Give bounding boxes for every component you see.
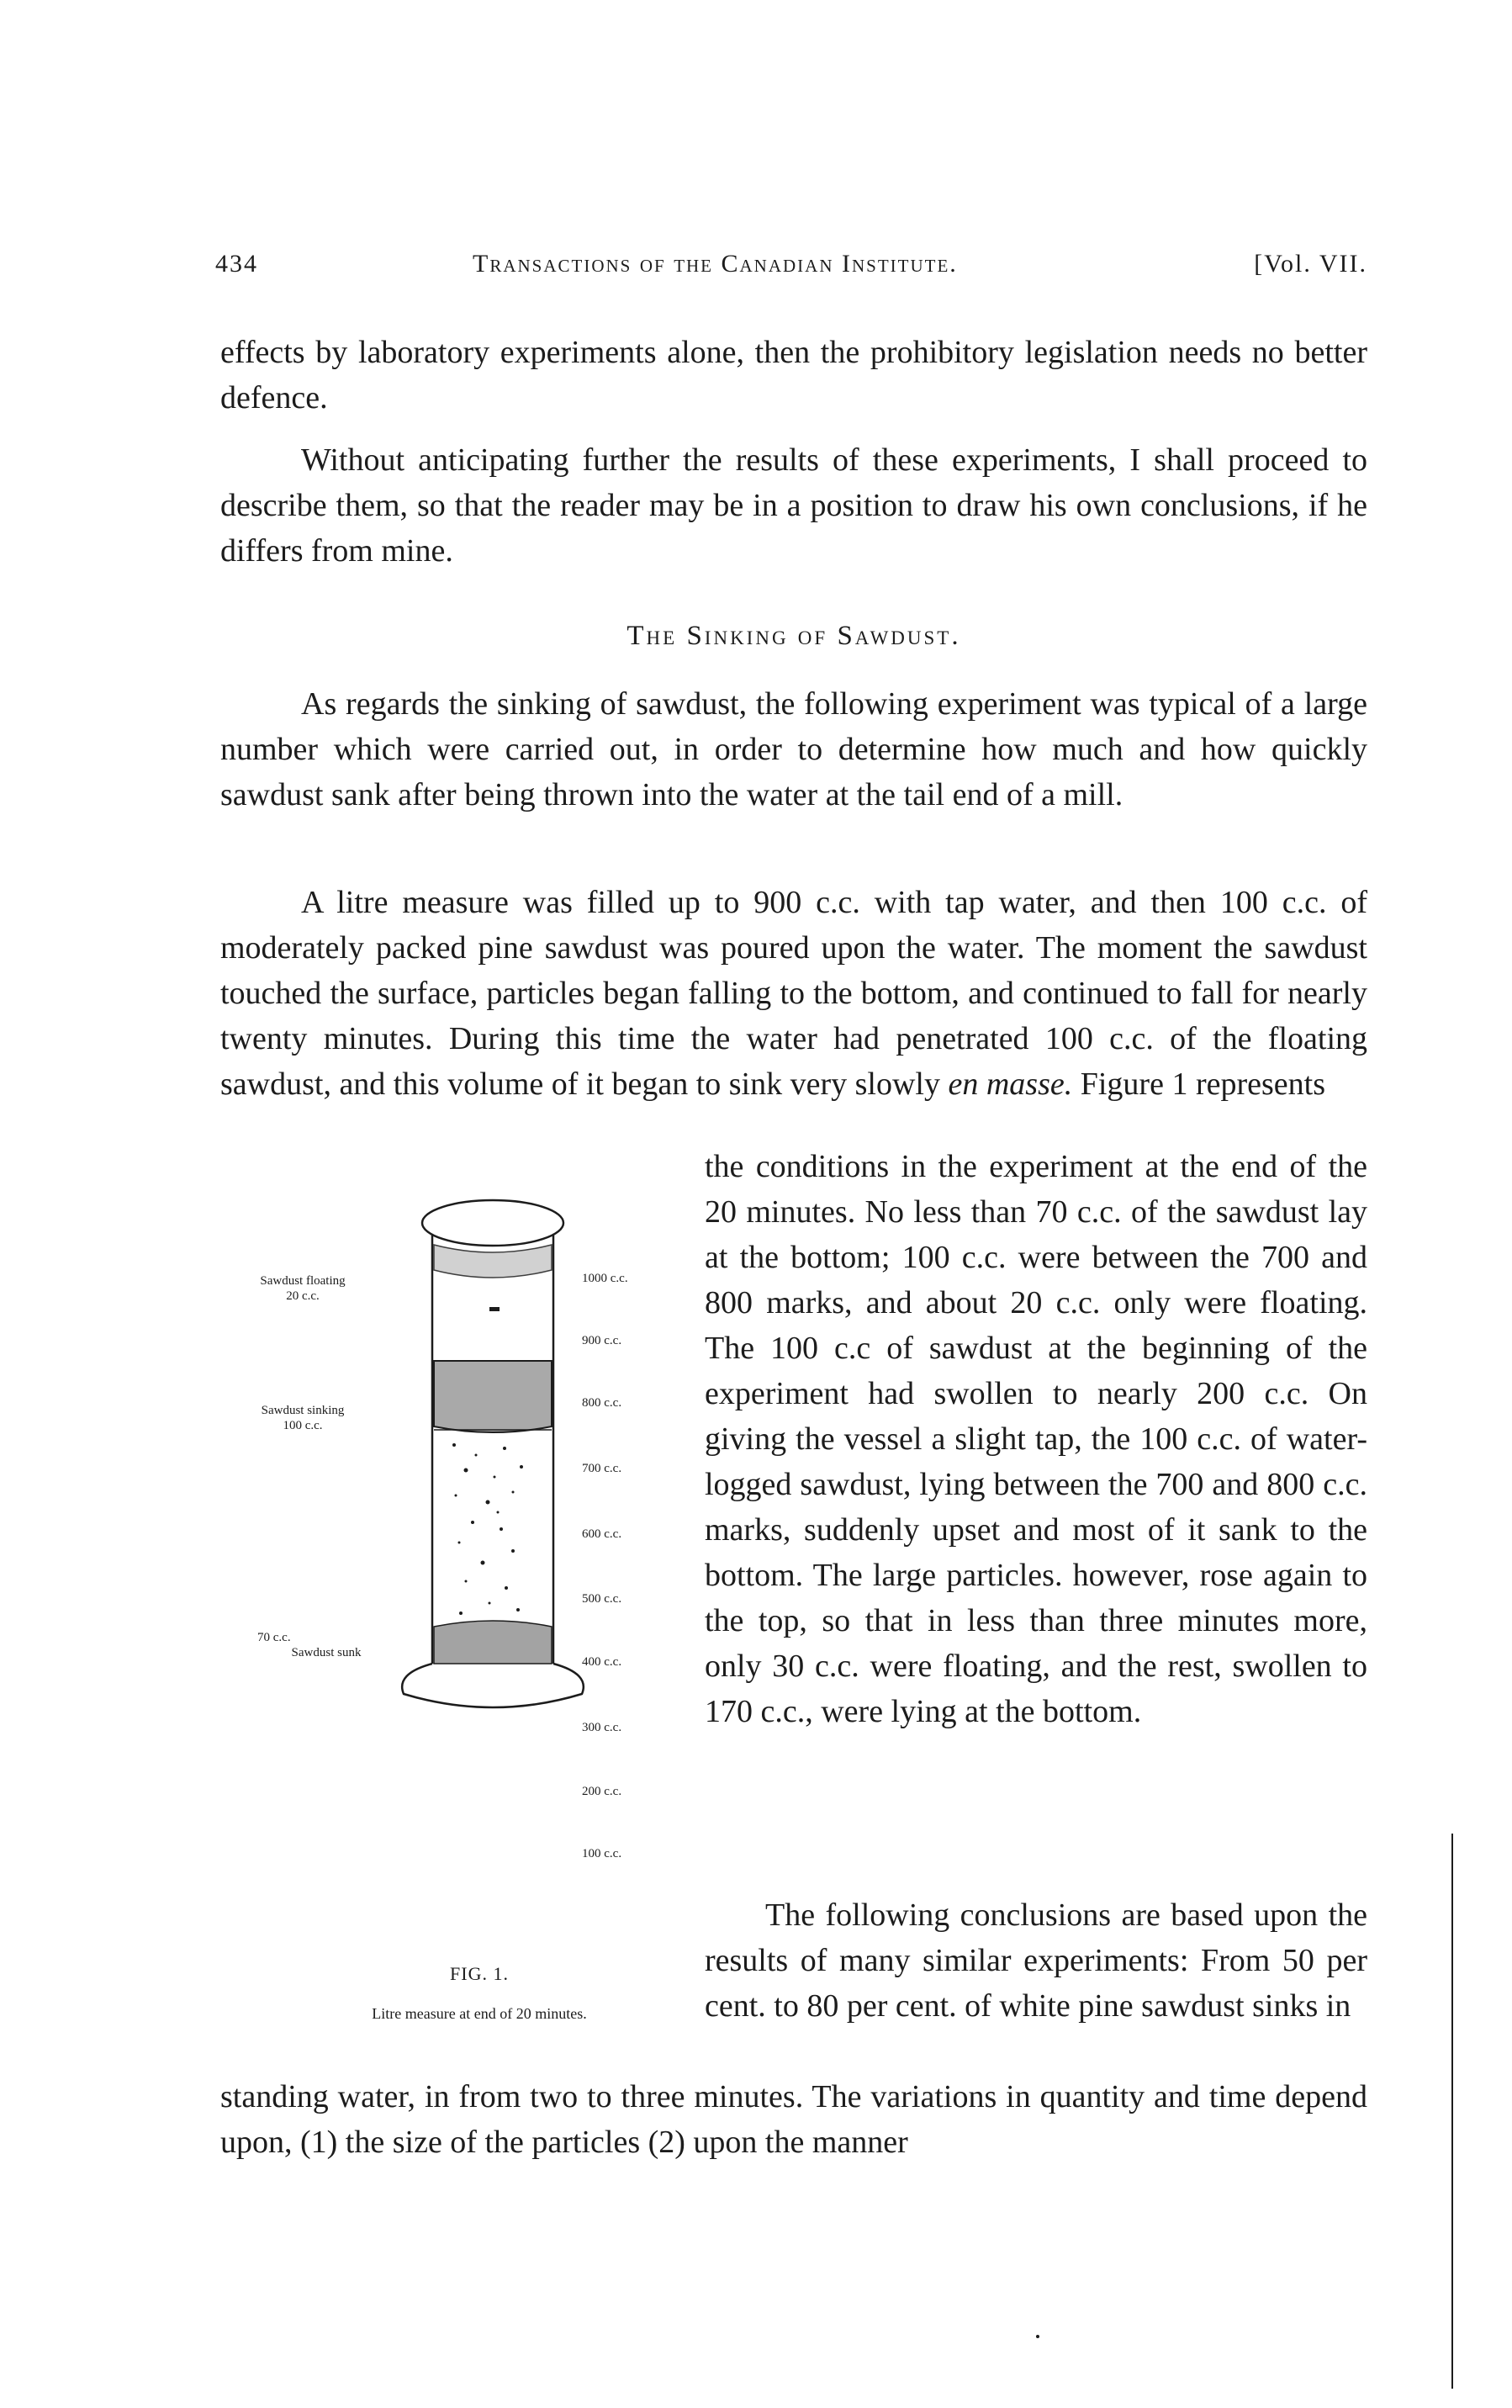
running-title: Transactions of the Canadian Institute. <box>473 250 958 278</box>
mark-600: 600 c.c. <box>582 1527 622 1541</box>
scan-edge-line <box>1451 1834 1453 2389</box>
cylinder-base <box>402 1664 584 1707</box>
figure-caption-title: FIG. 1. <box>450 1963 509 1984</box>
label-floating <box>210 1273 395 1304</box>
paragraph-3: As regards the sinking of sawdust, the following experiment was typical of a large number which were carried out, in order to determine how much and how quickly sawdust sank after being thrown into the water at the tail end of a mill. <box>220 686 1367 812</box>
mark-800: 800 c.c. <box>582 1396 622 1410</box>
section-heading: The Sinking of Sawdust. <box>626 621 961 651</box>
volume-label: [Vol. VII. <box>1254 250 1367 278</box>
scan-dot <box>1036 2335 1039 2338</box>
figure-caption-text: Litre measure at end of 20 minutes. <box>372 2005 587 2022</box>
label-sinking <box>210 1403 395 1433</box>
mark-500: 500 c.c. <box>582 1592 622 1606</box>
mark-200: 200 c.c. <box>582 1785 622 1798</box>
running-header <box>215 250 1367 287</box>
paragraph-4-start: A litre measure was filled up to 900 c.c. with tap water, and then 100 c.c. of moderately packed pine sawdust was poured upon the water. The moment the sawdust touched the surface, particles began falling to the bottom, and continued to fall for nearly twenty minutes. During this time the water had penetrated 100 c.c. of the floating sawdust, and this volume of it began to sink very slowly <box>220 885 1367 1102</box>
label-sinking-line1: Sawdust sinking <box>261 1404 345 1417</box>
label-floating-line2: 20 c.c. <box>286 1289 320 1303</box>
floating-sawdust-layer <box>434 1245 552 1278</box>
paragraph-5-full: standing water, in from two to three minutes. The variations in quantity and time depend upon, (1) the size of the particles (2) upon the manner <box>220 2079 1367 2160</box>
sinking-sawdust-layer <box>434 1361 552 1432</box>
mark-300: 300 c.c. <box>582 1721 622 1734</box>
mark-1000: 1000 c.c. <box>582 1272 628 1285</box>
mark-900: 900 c.c. <box>582 1334 622 1347</box>
litre-measure-figure <box>395 1193 589 1723</box>
mark-700: 700 c.c. <box>582 1462 622 1475</box>
paragraph-4 <box>220 880 1367 1107</box>
mark-100: 100 c.c. <box>582 1847 622 1860</box>
label-sunk <box>242 1630 410 1660</box>
falling-particles <box>452 1443 523 1615</box>
surface-mark <box>489 1307 500 1311</box>
paragraph-4-wrapped: the conditions in the experiment at the end of the 20 minutes. No less than 70 c.c. of the sawdust lay at the bottom; 100 c.c. were between the 700 and 800 marks, and about 20 c.c. only were floating. The 100 c.c of sawdust at the beginning of the experiment had swollen to nearly 200 c.c. On giving the vessel a slight tap, the 100 c.c. of water-logged sawdust, lying between the 700 and 800 c.c. marks, suddenly upset and most of it sank to the bottom. The large particles. however, rose again to the top, so that in less than three minutes more, only 30 c.c. were floating, and the rest, swollen to 170 c.c., were lying at the bottom. <box>705 1149 1367 1729</box>
paragraph-1: effects by laboratory experiments alone, then the prohibitory legislation needs no better defence. <box>220 335 1367 415</box>
cylinder-rim <box>422 1200 563 1246</box>
page-number: 434 <box>215 250 258 278</box>
label-sinking-line2: 100 c.c. <box>283 1419 323 1432</box>
paragraph-4-italic: en masse. <box>948 1066 1073 1102</box>
paragraph-5-wrapped: The following conclusions are based upon the results of many similar experiments: From 50 per cent. to 80 per cent. of white pine sawdust sinks in <box>705 1897 1367 2024</box>
label-sunk-line1: 70 c.c. <box>257 1631 291 1644</box>
sunk-sawdust-layer <box>434 1621 552 1664</box>
label-floating-line1: Sawdust floating <box>260 1274 346 1288</box>
mark-400: 400 c.c. <box>582 1655 622 1669</box>
paragraph-4-end: Figure 1 represents <box>1072 1066 1325 1102</box>
paragraph-2: Without anticipating further the results of these experiments, I shall proceed to describe them, so that the reader may be in a position to draw his own conclusions, if he differs from mine. <box>220 442 1367 569</box>
label-sunk-line2: Sawdust sunk <box>291 1646 362 1659</box>
